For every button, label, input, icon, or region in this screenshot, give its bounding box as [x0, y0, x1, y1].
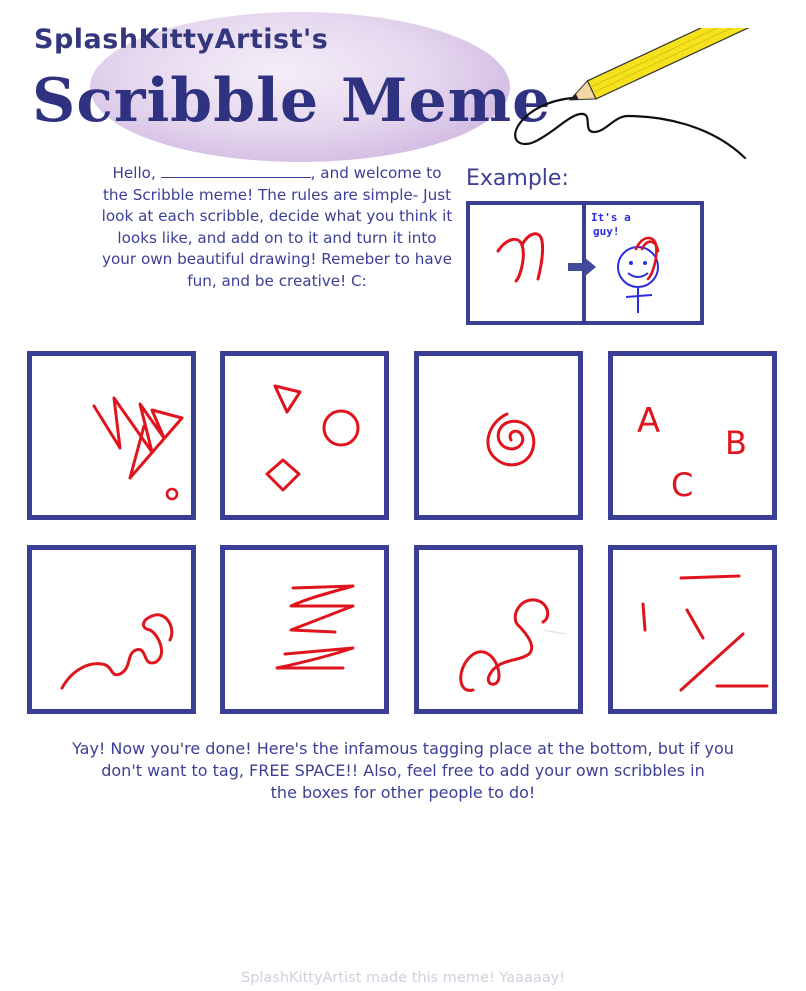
header-subtitle: SplashKittyArtist's [34, 24, 329, 55]
example-drawing [470, 205, 700, 321]
scribble-box-8 [608, 545, 777, 714]
example-label: Example: [466, 166, 569, 191]
footer-credit: SplashKittyArtist made this meme! Yaaaaay! [240, 970, 565, 986]
page-title: Scribble Meme [32, 66, 552, 136]
example-speech-line1: It's a [591, 211, 631, 224]
scribble-box-5 [27, 545, 196, 714]
scribble-shapes [225, 356, 384, 515]
pencil-icon [510, 28, 800, 163]
scribble-box-6 [220, 545, 389, 714]
scribble-curl [419, 550, 578, 709]
example-speech-line2: guy! [593, 225, 620, 238]
letter-a: A [637, 401, 661, 441]
stick-figure-icon [618, 238, 658, 313]
scribble-box-2 [220, 351, 389, 520]
scribble-wave [32, 550, 191, 709]
letter-c: C [671, 466, 694, 504]
outro-line-1: Yay! Now you're done! Here's the infamous tagging place at the bottom, but if you [72, 739, 734, 758]
outro-line-3: the boxes for other people to do! [270, 783, 536, 802]
letter-b: B [725, 424, 747, 462]
arrow-icon [568, 257, 596, 277]
intro-greeting: Hello, [112, 164, 156, 182]
scribble-spiral [419, 356, 578, 515]
scribble-box-4 [608, 351, 777, 520]
scribble-box-7 [414, 545, 583, 714]
intro-text [98, 163, 456, 292]
scribble-lines [225, 550, 384, 709]
scribble-letters [613, 356, 772, 515]
scribble-strokes [613, 550, 772, 709]
outro-line-2: don't want to tag, FREE SPACE!! Also, feel free to add your own scribbles in [101, 761, 705, 780]
intro-body: , and welcome to the Scribble meme! The rules are simple- Just look at each scribble, decide what you think it looks like, and add on to it and turn it into your own beautiful drawing! Remeber to have fun, and be creative! C: [101, 164, 453, 290]
name-blank-line [161, 163, 311, 178]
scribble-box-1 [27, 351, 196, 520]
outro-text [10, 738, 796, 804]
scribble-zigzag [32, 356, 191, 515]
scribble-box-3 [414, 351, 583, 520]
